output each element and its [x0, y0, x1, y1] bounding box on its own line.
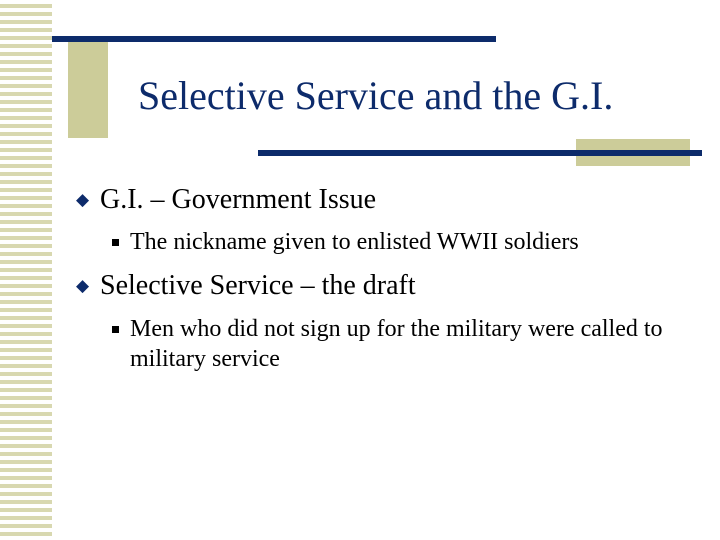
slide-title: Selective Service and the G.I.	[138, 73, 614, 118]
diamond-bullet-icon: ◆	[76, 276, 90, 295]
bullet-text: Selective Service – the draft	[100, 270, 416, 301]
square-bullet-icon	[112, 239, 119, 246]
title-rule-top	[52, 36, 496, 42]
title-rule-bottom	[258, 150, 702, 156]
title-accent-block-left	[68, 38, 108, 138]
sub-bullet-text: Men who did not sign up for the military were called to military service	[130, 316, 663, 372]
bullet-text: G.I. – Government Issue	[100, 184, 377, 215]
square-bullet-icon	[112, 326, 119, 333]
sub-bullet-text: The nickname given to enlisted WWII soldiers	[130, 229, 579, 255]
diamond-bullet-icon: ◆	[76, 190, 90, 209]
left-stripe-decoration	[0, 0, 52, 540]
